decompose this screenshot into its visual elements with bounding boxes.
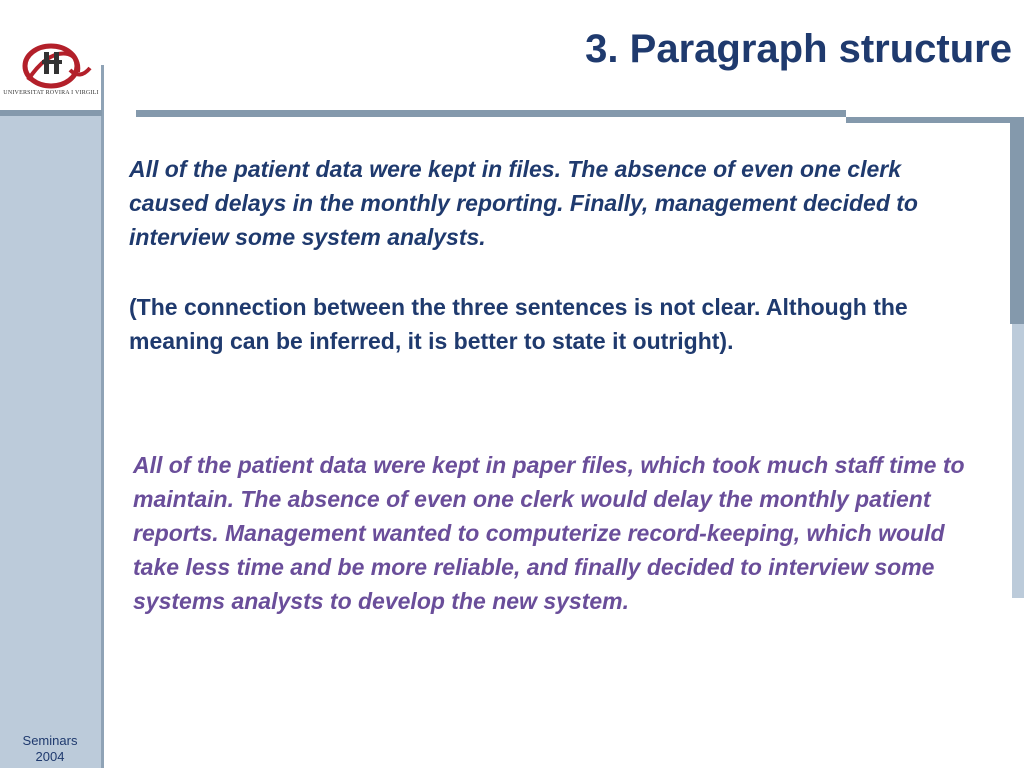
revised-paragraph: All of the patient data were kept in paper files, which took much staff time to maintain. The absence of even one clerk would delay the monthly patient reports. Management wanted to computerize record-keeping, which would take less time and be more reliable, and finally decided to interview some systems analysts to develop the new system. bbox=[133, 452, 965, 614]
header-rule-right bbox=[846, 117, 1010, 123]
comment-paragraph: (The connection between the three sentences is not clear. Although the meaning can be inferred, it is better to state it outright). bbox=[129, 294, 908, 354]
header-rule-left bbox=[0, 110, 102, 116]
footer-line-1: Seminars bbox=[22, 733, 78, 748]
left-sidebar bbox=[0, 115, 102, 768]
university-logo bbox=[8, 40, 98, 110]
right-rule-vertical bbox=[1010, 117, 1024, 324]
footer-line-2: 2004 bbox=[35, 749, 65, 764]
right-strip bbox=[1012, 324, 1024, 598]
university-logo-icon bbox=[8, 40, 98, 90]
slide-title: 3. Paragraph structure bbox=[585, 27, 1012, 71]
footer bbox=[0, 733, 100, 765]
logo-caption: UNIVERSITAT ROVIRA I VIRGILI bbox=[3, 90, 99, 96]
original-paragraph: All of the patient data were kept in files. The absence of even one clerk caused delays in the monthly reporting. Finally, management decided to interview some system analysts. bbox=[129, 156, 918, 250]
header-rule bbox=[136, 110, 846, 117]
sidebar-edge bbox=[101, 65, 104, 768]
